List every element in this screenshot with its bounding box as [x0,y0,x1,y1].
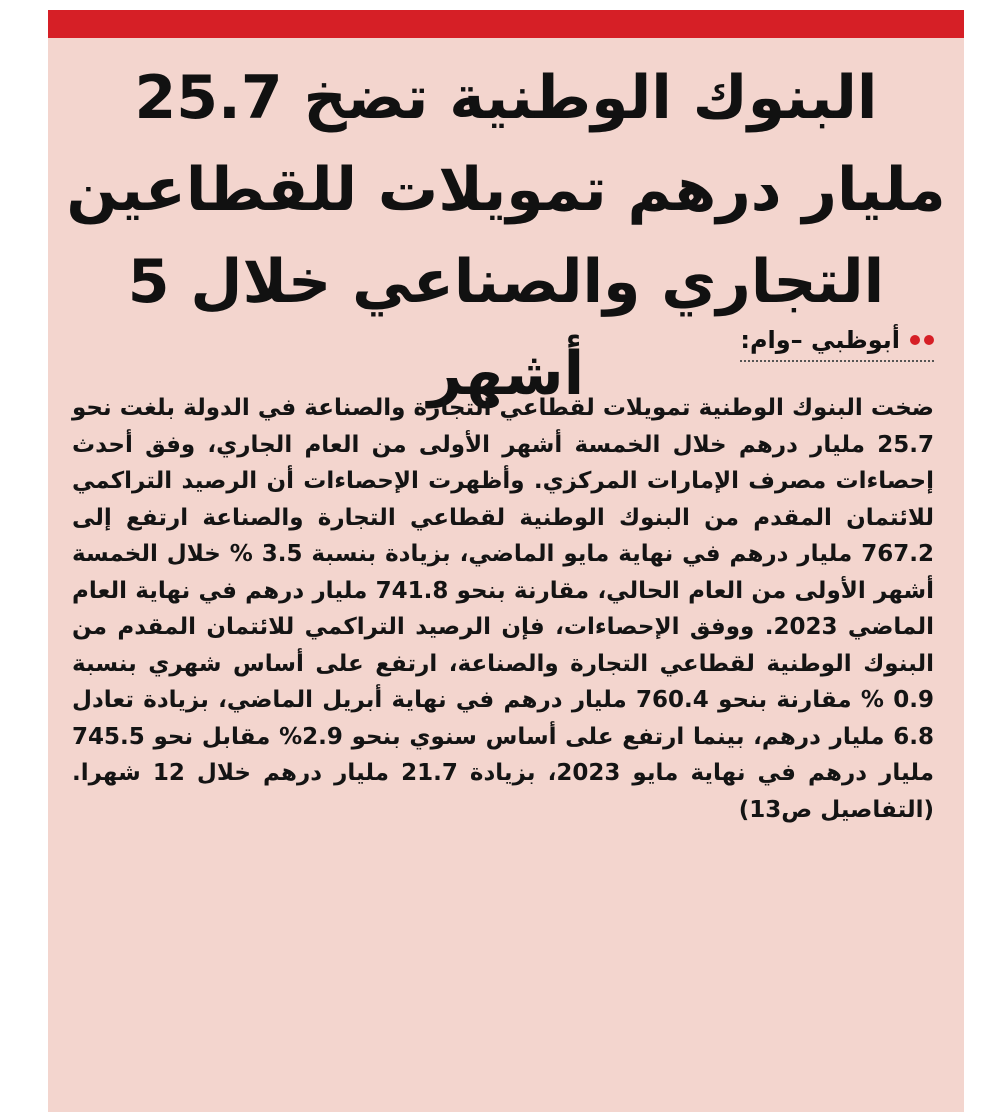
bullet-dots-icon [910,335,934,345]
byline [740,326,934,362]
top-accent-bar [48,10,964,38]
article-panel [48,10,964,1112]
article-body: ضخت البنوك الوطنية تمويلات لقطاعي التجارة والصناعة في الدولة بلغت نحو 25.7 مليار درهم خلال الخمسة أشهر الأولى من العام الجاري، وفق أحدث إحصاءات مصرف الإمارات المركزي. وأظهرت الإحصاءات أن الرصيد التراكمي للائتمان المقدم من البنوك الوطنية لقطاعي التجارة والصناعة ارتفع إلى 767.2 مليار درهم في نهاية مايو الماضي، بزيادة بنسبة 3.5 % خلال الخمسة أشهر الأولى من العام الحالي، مقارنة بنحو 741.8 مليار درهم في نهاية العام الماضي 2023. ووفق الإحصاءات، فإن الرصيد التراكمي للائتمان المقدم من البنوك الوطنية لقطاعي التجارة والصناعة، ارتفع على أساس شهري بنسبة 0.9 % مقارنة بنحو 760.4 مليار درهم في نهاية أبريل الماضي، بزيادة تعادل 6.8 مليار درهم، بينما ارتفع على أساس سنوي بنحو 2.9% مقابل نحو 745.5 مليار درهم في نهاية مايو 2023، بزيادة 21.7 مليار درهم خلال 12 شهرا. (التفاصيل ص13) [72,395,935,823]
article-headline: البنوك الوطنية تضخ 25.7 مليار درهم تمويلات للقطاعين التجاري والصناعي خلال 5 أشهر [66,63,946,409]
byline-text: أبوظبي –وام: [740,326,900,354]
